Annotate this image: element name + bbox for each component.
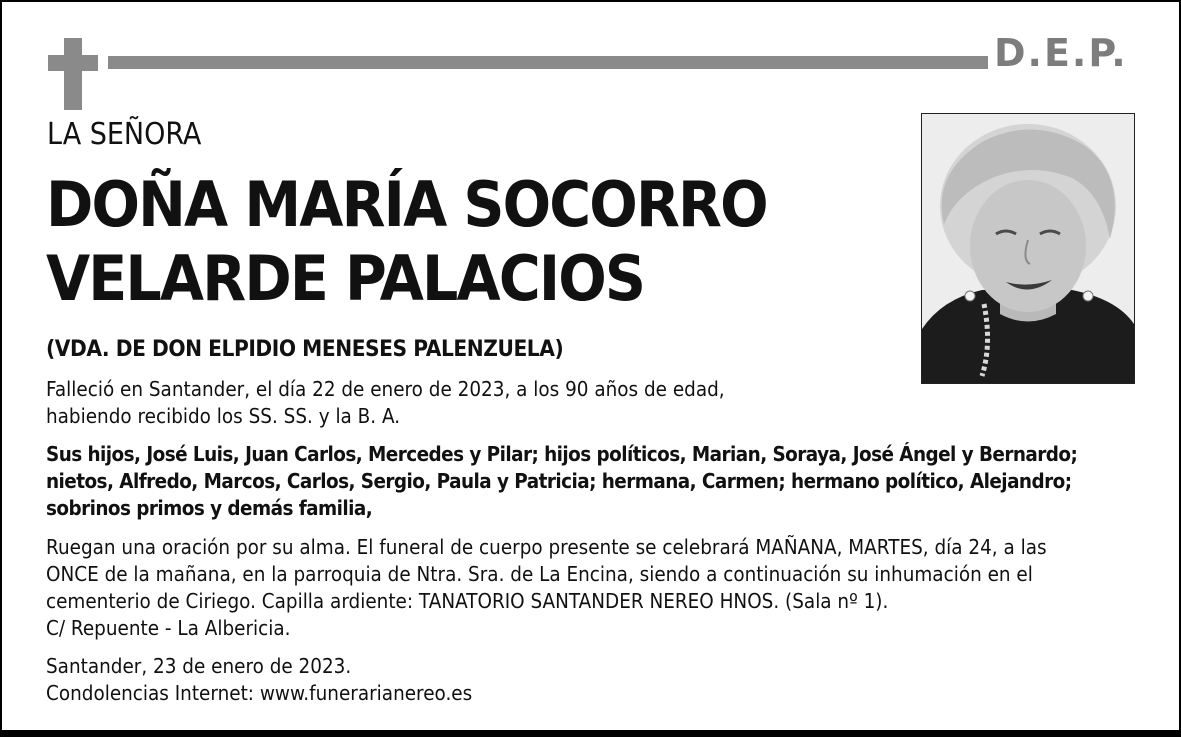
- family-line: sobrinos primos y demás familia,: [46, 496, 373, 520]
- deceased-name-line-1: DOÑA MARÍA SOCORRO: [46, 168, 767, 241]
- deceased-name: [46, 168, 767, 316]
- funeral-line: cementerio de Ciriego. Capilla ardiente: TANATORIO SANTANDER NEREO HNOS. (Sala nº 1).: [46, 589, 889, 613]
- death-notice: [46, 376, 725, 430]
- family-line: Sus hijos, José Luis, Juan Carlos, Mercedes y Pilar; hijos políticos, Marian, Soraya, José Ángel y Bernardo;: [46, 442, 1078, 466]
- death-line: habiendo recibido los SS. SS. y la B. A.: [46, 404, 401, 428]
- portrait-photo: [921, 113, 1135, 384]
- deceased-name-line-2: VELARDE PALACIOS: [46, 242, 645, 315]
- condolences-link[interactable]: Condolencias Internet: www.funerarianereo.es: [46, 681, 473, 705]
- funeral-details: [46, 534, 1047, 642]
- family-line: nietos, Alfredo, Marcos, Carlos, Sergio, Paula y Patricia; hermana, Carmen; hermano político, Alejandro;: [46, 469, 1072, 493]
- family-list: [46, 441, 1077, 522]
- dep-label: D.E.P.: [994, 31, 1128, 75]
- place-date: Santander, 23 de enero de 2023.: [46, 654, 352, 678]
- funeral-line: C/ Repuente - La Albericia.: [46, 616, 291, 640]
- closing-info: [46, 653, 472, 707]
- widow-of: (VDA. DE DON ELPIDIO MENESES PALENZUELA): [46, 337, 564, 362]
- funeral-line: ONCE de la mañana, en la parroquia de Ntra. Sra. de La Encina, siendo a continuación su inhumación en el: [46, 562, 1033, 586]
- death-line: Falleció en Santander, el día 22 de enero de 2023, a los 90 años de edad,: [46, 377, 725, 401]
- header-rule: [108, 56, 988, 69]
- cross-icon: [48, 38, 98, 110]
- funeral-line: Ruegan una oración por su alma. El funeral de cuerpo presente se celebrará MAÑANA, MARTES, día 24, a las: [46, 535, 1047, 559]
- intro-title: LA SEÑORA: [47, 117, 202, 152]
